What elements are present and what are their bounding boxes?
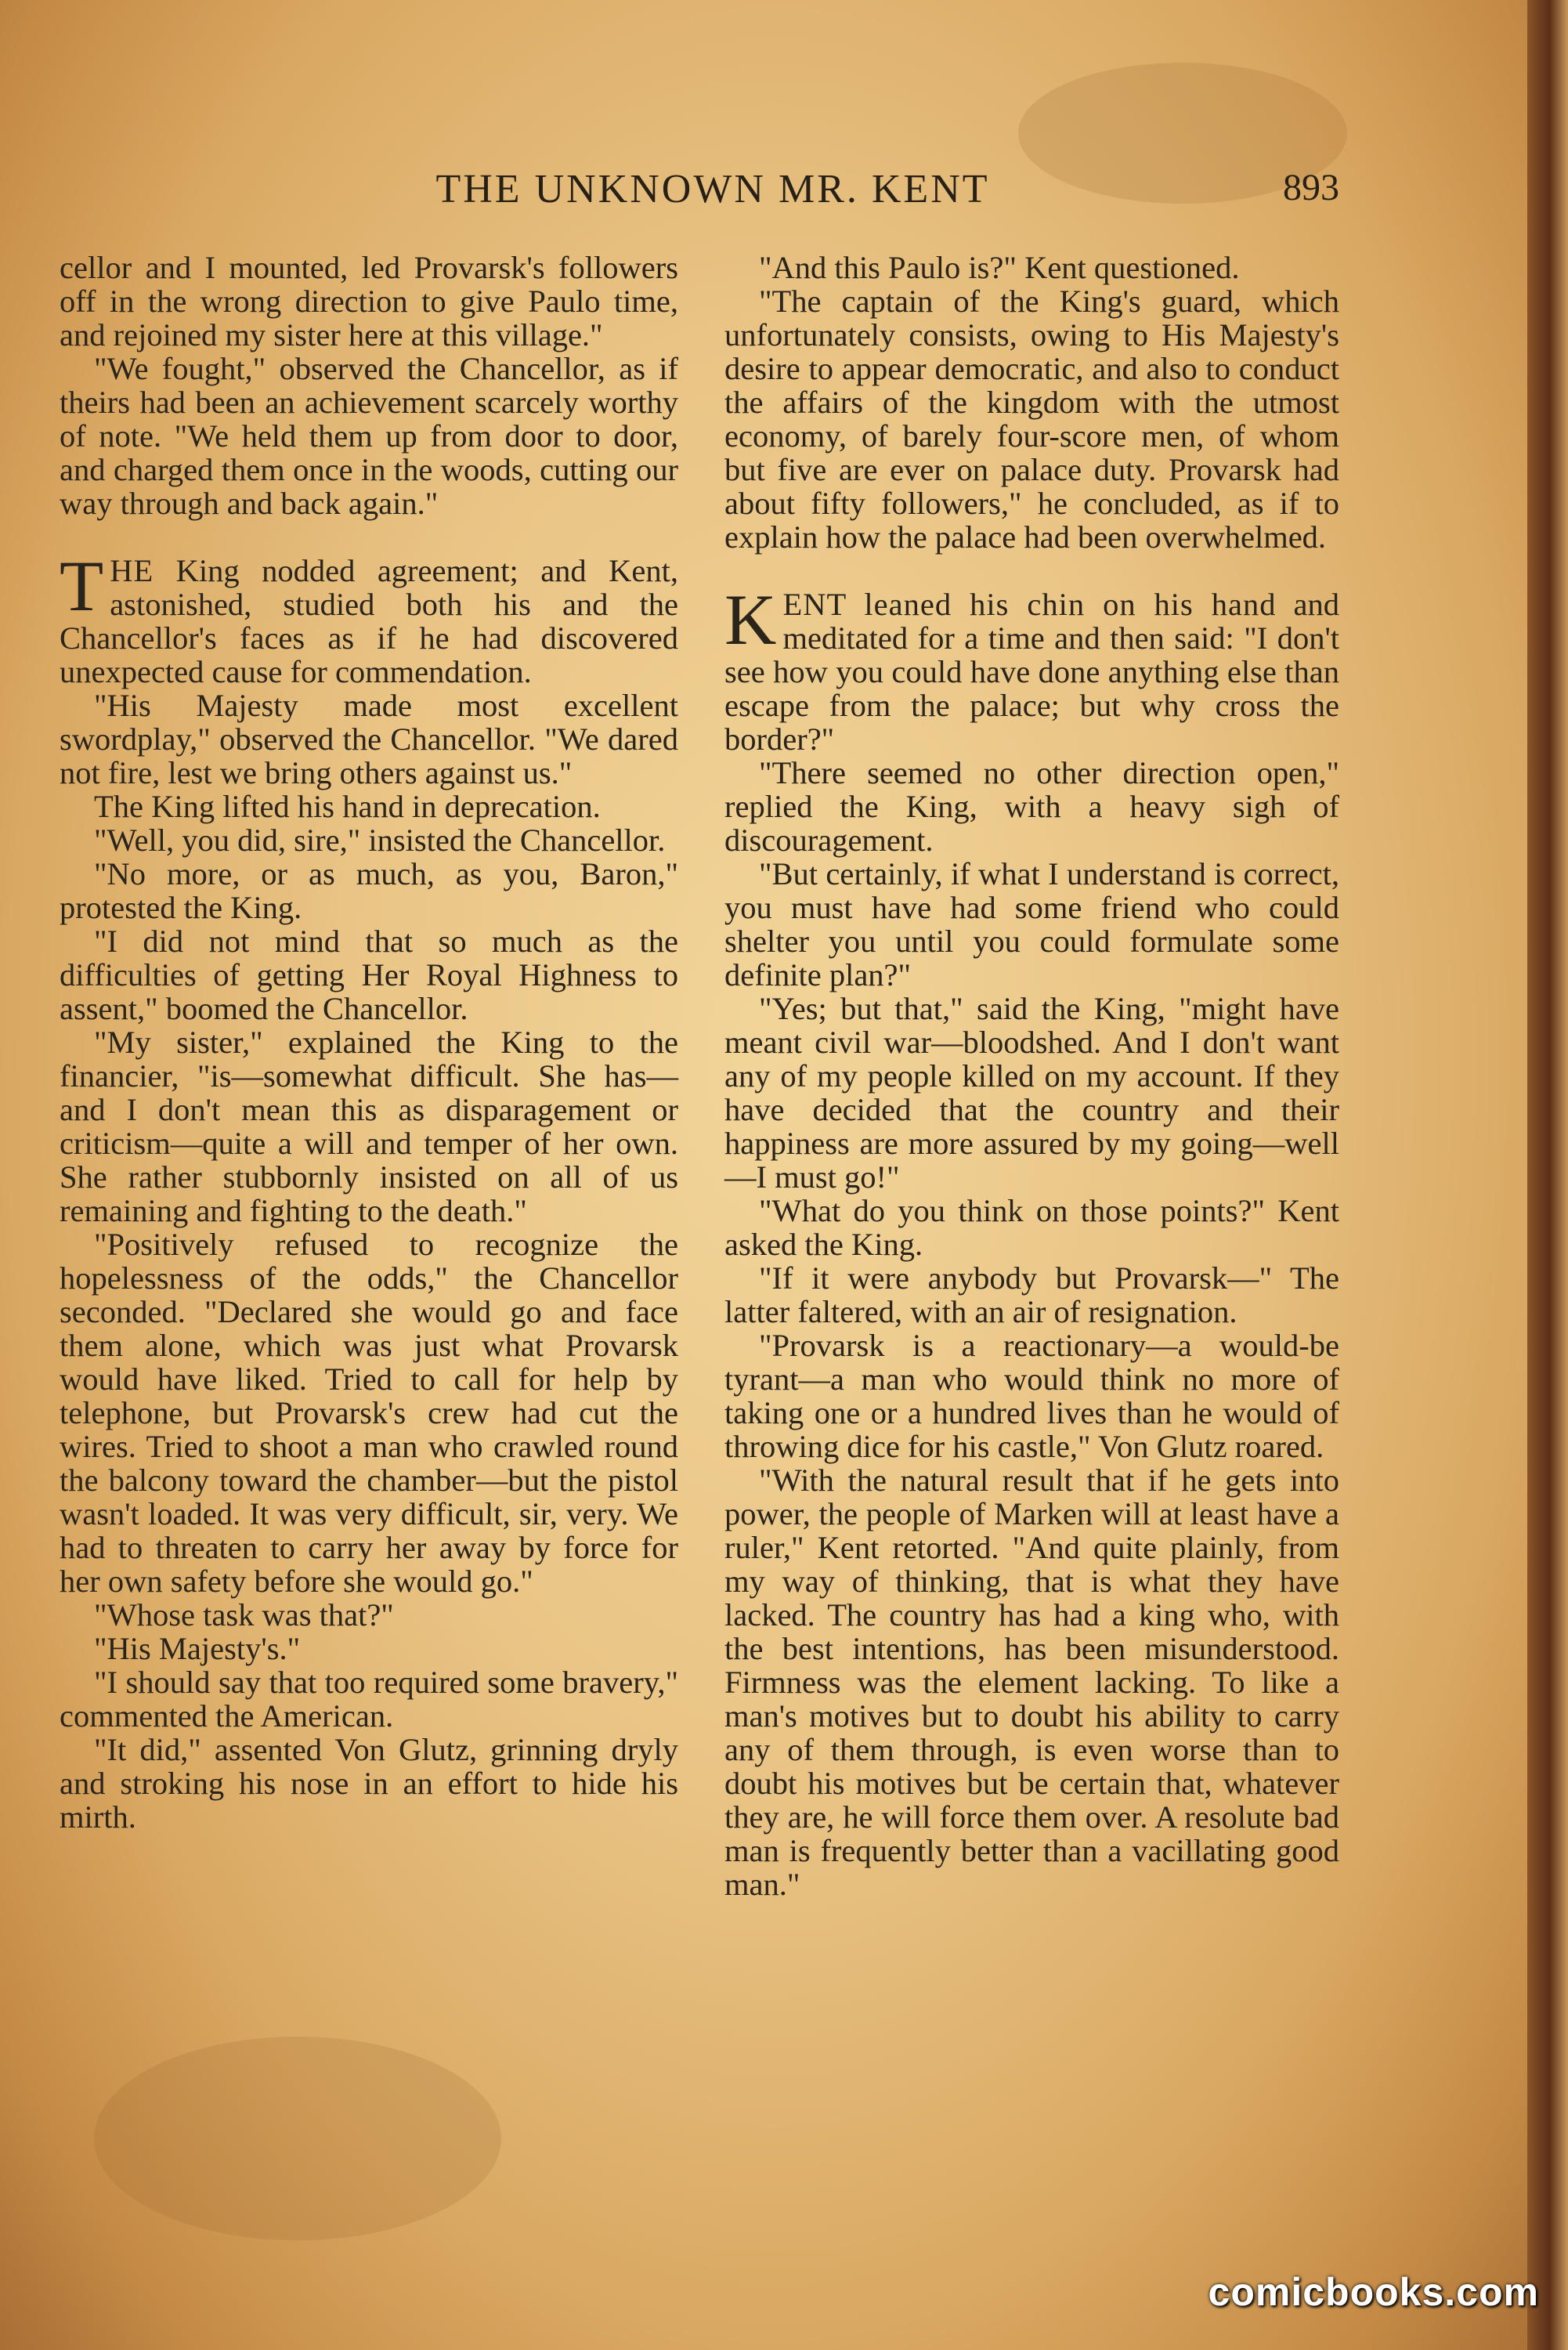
book-spine-edge [1527, 0, 1568, 2350]
paragraph: "We fought," observed the Chancellor, as if theirs had been an achievement scarcely worthy of note. "We held them up from door to door, and charged them once in the woods, cutting our way through and back again." [60, 351, 678, 521]
page-number: 893 [1283, 167, 1339, 208]
drop-cap: K [724, 580, 777, 660]
paragraph: "And this Paulo is?" Kent questioned. [759, 250, 1240, 285]
watermark-label: comicbooks.com [1208, 2270, 1539, 2314]
paragraph: The King lifted his hand in deprecation. [94, 789, 601, 824]
drop-cap: T [60, 546, 104, 626]
paragraph: "The captain of the King's guard, which unfortunately consists, owing to His Majesty's desire to appear democratic, and also to conduct the affairs of the kingdom with the utmost economy, of barely four-score men, of whom but five are ever on palace duty. Provarsk had about fifty followers," he concluded, as if to explain how the palace had been overwhelmed. [724, 284, 1339, 555]
drop-cap-rest: ENT leaned his chin on his hand [782, 587, 1277, 622]
left-column [60, 251, 678, 1834]
paragraph: "Yes; but that," said the King, "might have meant civil war—bloodshed. And I don't want any of my people killed on my account. If they have decided that the country and their happiness are more assured by my going—well—I must go!" [724, 991, 1339, 1195]
section-start-paragraph [724, 580, 1340, 757]
paragraph-text: King nodded agreement; and Kent, astonished, studied both his and the Chancellor's faces as if he had discovered unexpected cause for commendation. [60, 553, 678, 689]
paragraph: "Positively refused to recognize the hopelessness of the odds," the Chancellor seconded. "Declared she would go and face them alone, which was just what Provarsk would have liked. Tried to call for help by telephone, but Provarsk's crew had cut the wires. Tried to shoot a man who crawled round the balcony toward the chamber—but the pistol wasn't loaded. It was very difficult, sir, very. We had to threaten to carry her away by force for her own safety before she would go." [60, 1227, 678, 1599]
paragraph: "Well, you did, sire," insisted the Chancellor. [94, 822, 666, 858]
paragraph: "What do you think on those points?" Kent asked the King. [724, 1193, 1339, 1262]
paragraph: "Whose task was that?" [94, 1597, 394, 1632]
paragraph: "Provarsk is a reactionary—a would-be tyrant—a man who would think no more of taking one or a hundred lives than he would of throwing dice for his castle," Von Glutz roared. [724, 1328, 1339, 1464]
paragraph: "No more, or as much, as you, Baron," protested the King. [60, 856, 678, 925]
paragraph: cellor and I mounted, led Provarsk's followers off in the wrong direction to give Paulo time, and rejoined my sister here at this village." [60, 250, 678, 352]
paragraph: "I should say that too required some bravery," commented the American. [60, 1665, 678, 1734]
paragraph: "It did," assented Von Glutz, grinning dryly and stroking his nose in an effort to hide his mirth. [60, 1732, 678, 1835]
paragraph-text: and meditated for a time and then said: "I don't see how you could have done anything else than escape from the palace; but why cross the border?" [724, 587, 1340, 757]
paragraph: "I did not mind that so much as the difficulties of getting Her Royal Highness to assent," boomed the Chancellor. [60, 924, 678, 1026]
right-column [724, 251, 1339, 1901]
section-start-paragraph [60, 546, 678, 689]
paragraph: "With the natural result that if he gets into power, the people of Marken will at least have a ruler," Kent retorted. "And quite plainly, from my way of thinking, that is what they have lacked. The country has had a king who, with the best intentions, has been misunderstood. Firmness was the element lacking. To like a man's motives but to doubt his ability to carry any of them through, is even worse than to doubt his motives but be certain that, whatever they are, he will force them over. A resolute bad man is frequently better than a vacillating good man." [724, 1462, 1339, 1902]
running-head: THE UNKNOWN MR. KENT [435, 167, 990, 212]
paragraph: "His Majesty's." [94, 1631, 301, 1666]
paragraph: "My sister," explained the King to the financier, "is—somewhat difficult. She has—and I don't mean this as disparagement or criticism—quite a will and temper of her own. She rather stubbornly insisted on all of us remaining and fighting to the death." [60, 1025, 678, 1228]
paragraph: "If it were anybody but Provarsk—" The latter faltered, with an air of resignation. [724, 1260, 1339, 1329]
paragraph: "His Majesty made most excellent swordplay," observed the Chancellor. "We dared not fire, lest we bring others against us." [60, 688, 678, 790]
paragraph: "But certainly, if what I understand is correct, you must have had some friend who could shelter you until you could formulate some definite plan?" [724, 856, 1339, 992]
paper-stain [94, 2037, 501, 2240]
paragraph: "There seemed no other direction open," replied the King, with a heavy sigh of discouragement. [724, 755, 1339, 858]
drop-cap-rest: HE [110, 553, 154, 588]
